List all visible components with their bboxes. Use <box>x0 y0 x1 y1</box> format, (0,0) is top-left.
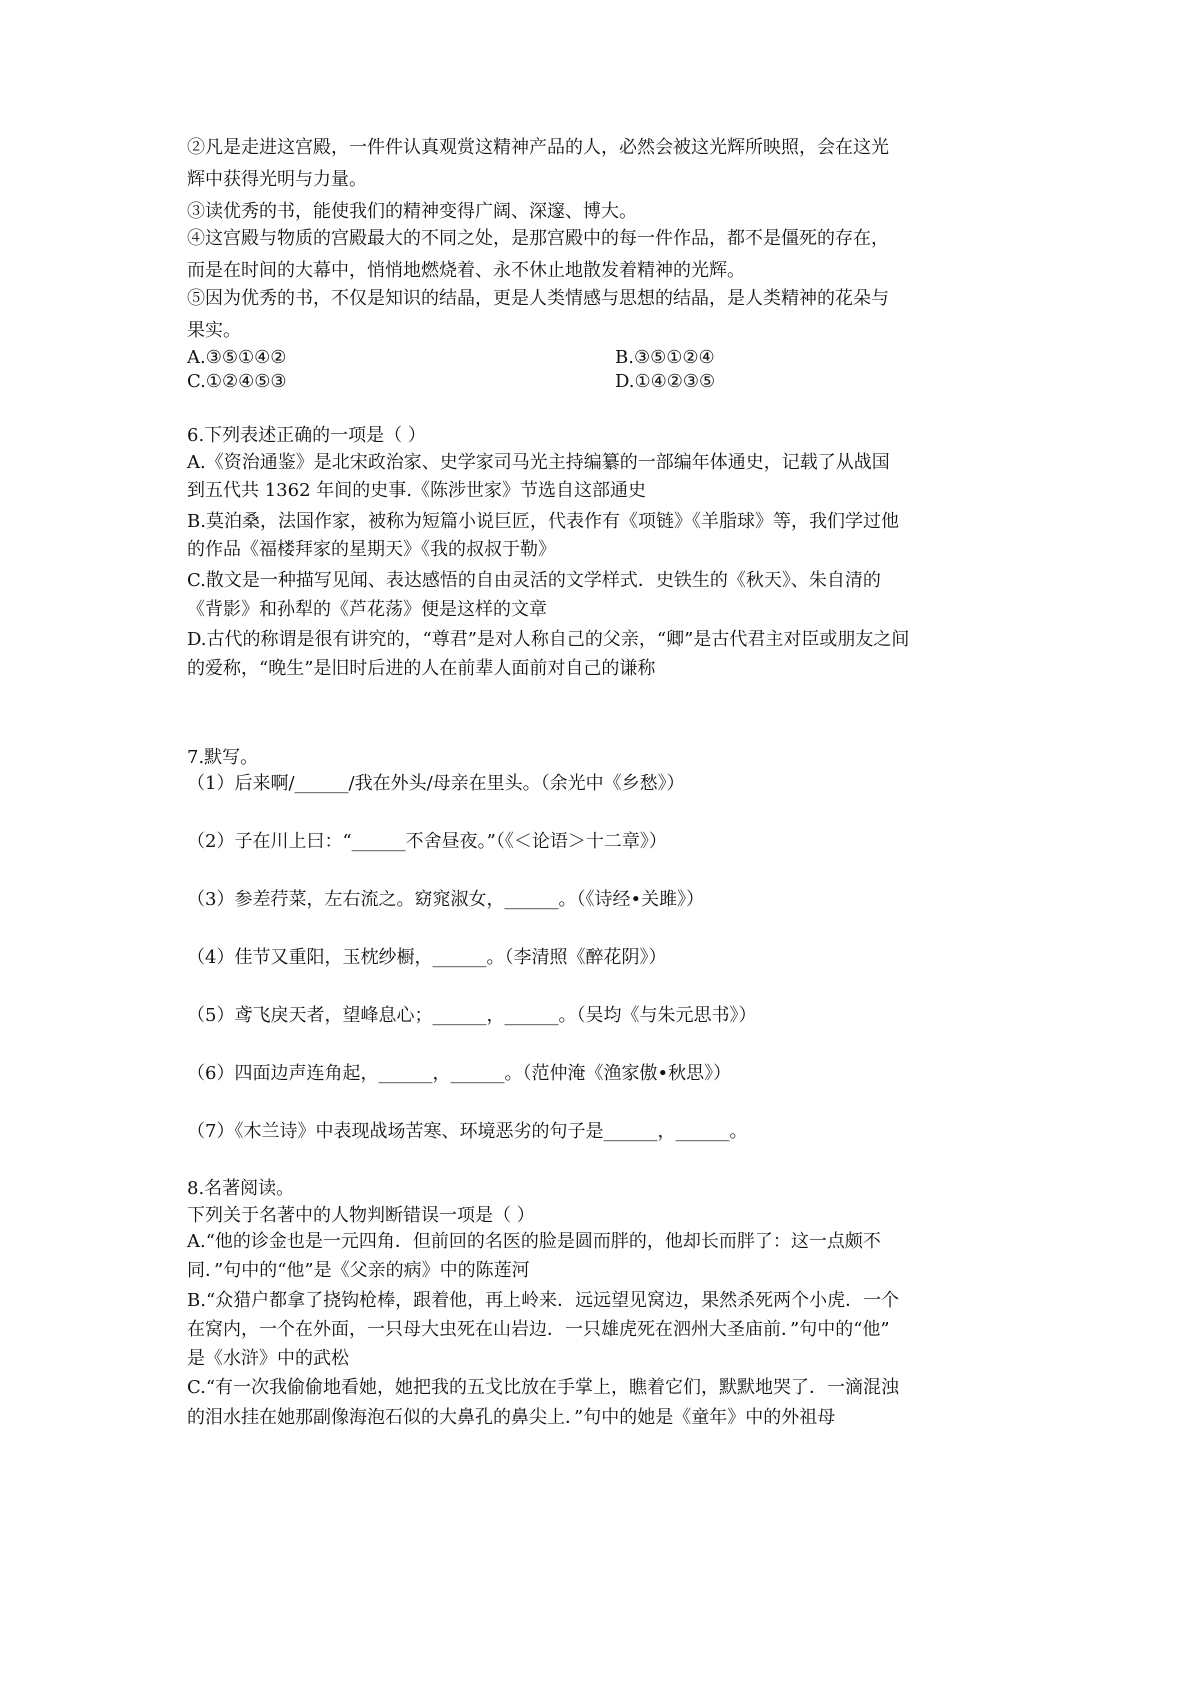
q5-option-a: A.③⑤①④② <box>187 347 287 368</box>
q5-sentence-5-line-2: 果实。 <box>187 320 241 341</box>
q8-option-a-line-2: 同．”句中的“他”是《父亲的病》中的陈莲河 <box>187 1260 530 1281</box>
q8-option-b-line-2: 在窝内，一个在外面，一只母大虫死在山岩边．一只雄虎死在泗州大圣庙前．”句中的“他” <box>187 1319 890 1340</box>
q6-option-b-line-1: B.莫泊桑，法国作家，被称为短篇小说巨匠，代表作有《项链》《羊脂球》等，我们学过他 <box>187 511 899 532</box>
q8-option-c-line-2: 的泪水挂在她那副像海泡石似的大鼻孔的鼻尖上．”句中的她是《童年》中的外祖母 <box>187 1407 836 1428</box>
q6-option-a-line-1: A.《资治通鉴》是北宋政治家、史学家司马光主持编纂的一部编年体通史，记载了从战国 <box>187 452 890 473</box>
q7-item-4: （4）佳节又重阳，玉枕纱橱，______。（李清照《醉花阴》） <box>187 947 667 968</box>
q6-option-c-line-2: 《背影》和孙犁的《芦花荡》便是这样的文章 <box>187 599 547 620</box>
q5-option-d: D.①④②③⑤ <box>615 371 716 392</box>
q5-sentence-4-line-2: 而是在时间的大幕中，悄悄地燃烧着、永不休止地散发着精神的光辉。 <box>187 260 745 281</box>
q6-option-b-line-2: 的作品《福楼拜家的星期天》《我的叔叔于勒》 <box>187 539 556 560</box>
q5-option-c: C.①②④⑤③ <box>187 371 287 392</box>
q7-item-7: （7）《木兰诗》中表现战场苦寒、环境恶劣的句子是______，______。 <box>187 1121 748 1142</box>
q7-stem: 7.默写。 <box>187 747 259 768</box>
q6-stem: 6.下列表述正确的一项是（ ） <box>187 425 426 446</box>
q8-option-b-line-3: 是《水浒》中的武松 <box>187 1348 349 1369</box>
q8-option-a-line-1: A.“他的诊金也是一元四角．但前回的名医的脸是圆而胖的，他却长而胖了：这一点颇不 <box>187 1231 881 1252</box>
q5-sentence-3: ③读优秀的书，能使我们的精神变得广阔、深邃、博大。 <box>187 201 637 222</box>
q5-sentence-2-line-1: ②凡是走进这宫殿，一件件认真观赏这精神产品的人，必然会被这光辉所映照，会在这光 <box>187 137 889 158</box>
q8-option-b-line-1: B.“众猎户都拿了挠钩枪棒，跟着他，再上岭来．远远望见窝边，果然杀死两个小虎．一个 <box>187 1290 900 1311</box>
q5-sentence-5-line-1: ⑤因为优秀的书，不仅是知识的结晶，更是人类情感与思想的结晶，是人类精神的花朵与 <box>187 288 889 309</box>
q5-option-b: B.③⑤①②④ <box>615 347 715 368</box>
q5-sentence-2-line-2: 辉中获得光明与力量。 <box>187 169 367 190</box>
q8-sub-question: 下列关于名著中的人物判断错误一项是（ ） <box>187 1205 535 1226</box>
q7-item-1: （1）后来啊/______/我在外头/母亲在里头。（余光中《乡愁》） <box>187 773 685 794</box>
q6-option-d-line-1: D.古代的称谓是很有讲究的，“尊君”是对人称自己的父亲，“卿”是古代君主对臣或朋友之间 <box>187 629 910 650</box>
q6-option-c-line-1: C.散文是一种描写见闻、表达感悟的自由灵活的文学样式．史铁生的《秋天》、朱自清的 <box>187 570 881 591</box>
q7-item-3: （3）参差荇菜，左右流之。窈窕淑女，______。（《诗经•关雎》） <box>187 889 705 910</box>
q6-option-a-line-2: 到五代共 1362 年间的史事.《陈涉世家》节选自这部通史 <box>187 480 646 501</box>
q7-item-5: （5）鸢飞戾天者，望峰息心；______，______。（吴均《与朱元思书》） <box>187 1005 757 1026</box>
q7-item-2: （2）子在川上曰：“______不舍昼夜。”（《＜论语＞十二章》） <box>187 831 667 852</box>
q8-option-c-line-1: C.“有一次我偷偷地看她，她把我的五戈比放在手掌上，瞧着它们，默默地哭了．一滴混浊 <box>187 1377 900 1398</box>
q7-item-6: （6）四面边声连角起，______，______。（范仲淹《渔家傲•秋思》） <box>187 1063 732 1084</box>
q8-stem: 8.名著阅读。 <box>187 1178 295 1199</box>
q6-option-d-line-2: 的爱称，“晚生”是旧时后进的人在前辈人面前对自己的谦称 <box>187 658 656 679</box>
q5-sentence-4-line-1: ④这宫殿与物质的宫殿最大的不同之处，是那宫殿中的每一件作品，都不是僵死的存在， <box>187 228 889 249</box>
